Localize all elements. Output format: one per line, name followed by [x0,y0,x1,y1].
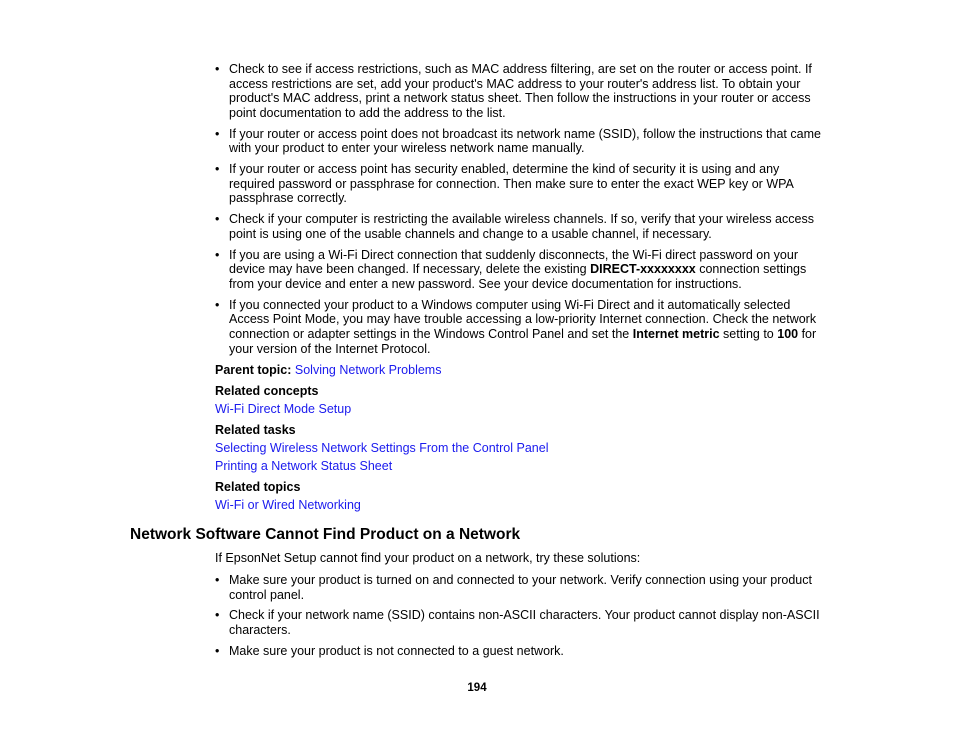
section-heading: Network Software Cannot Find Product on a Network [130,526,521,543]
parent-topic-label: Parent topic: [215,363,292,377]
related-tasks-heading: Related tasks [215,423,296,437]
list-item-bold-text: Internet metric [632,326,720,341]
troubleshooting-list [215,62,827,362]
list-item-text: If your router or access point does not broadcast its network name (SSID), follow the instructions that came with your product to enter your wireless network name manually. [229,126,821,156]
page-number: 194 [467,682,487,694]
list-item-text: If your router or access point has security enabled, determine the kind of security it is using and any required password or passphrase for connection. Then make sure to enter the exact WEP key or WPA passphrase correctly. [229,162,794,206]
list-item-text: Make sure your product is not connected to a guest network. [229,643,564,658]
list-item-text: setting to [719,326,778,341]
list-item-text: Check if your computer is restricting the available wireless channels. If so, verify that your wireless access point is using one of the usable channels and change to a usable channel, if necessary. [229,212,814,241]
list-item-text: connection settings from your device and enter a new password. See your device documentation for instructions. [229,262,807,291]
list-item-text: for your version of the Internet Protocol. [229,326,817,356]
list-item [215,573,827,602]
list-item [215,644,827,659]
list-item [215,212,827,241]
solutions-list [215,573,827,665]
list-item [215,298,827,356]
parent-topic [215,363,827,378]
list-item-text: Check if your network name (SSID) contains non-ASCII characters. Your product cannot display non-ASCII characters. [229,608,820,638]
list-item [215,62,827,120]
list-item [215,162,827,206]
list-item-bold-text: 100 [777,326,799,341]
related-topic-link[interactable]: Wi-Fi or Wired Networking [215,498,361,512]
related-topics-heading: Related topics [215,480,301,494]
list-item [215,608,827,637]
list-item-text: If you are using a Wi-Fi Direct connection that suddenly disconnects, the Wi-Fi direct password on your device may have been changed. If necessary, delete the existing [229,247,799,277]
list-item-bold-text: DIRECT-xxxxxxxx [590,262,696,277]
list-item-text: Make sure your product is turned on and connected to your network. Verify connection using your product control panel. [229,573,812,602]
related-task-link[interactable]: Selecting Wireless Network Settings From the Control Panel [215,441,549,455]
list-item-text: Check to see if access restrictions, such as MAC address filtering, are set on the router or access point. If access restrictions are set, add your product's MAC address to your router's address list. To obtain your product's MAC address, print a network status sheet. Then follow the instructions in your router or access point documentation to add the address to the list. [229,62,812,120]
list-item [215,248,827,292]
list-item-text: If you connected your product to a Windows computer using Wi-Fi Direct and it automatically selected Access Point Mode, you may have trouble accessing a low-priority Internet connection. Check the network connection or adapter settings in the Windows Control Panel and set the [229,297,817,341]
related-task-link[interactable]: Printing a Network Status Sheet [215,459,393,473]
related-concept-link[interactable]: Wi-Fi Direct Mode Setup [215,402,352,416]
list-item [215,127,827,156]
related-concepts-heading: Related concepts [215,384,319,398]
section-intro: If EpsonNet Setup cannot find your product on a network, try these solutions: [215,551,641,565]
parent-topic-link[interactable]: Solving Network Problems [294,363,442,377]
